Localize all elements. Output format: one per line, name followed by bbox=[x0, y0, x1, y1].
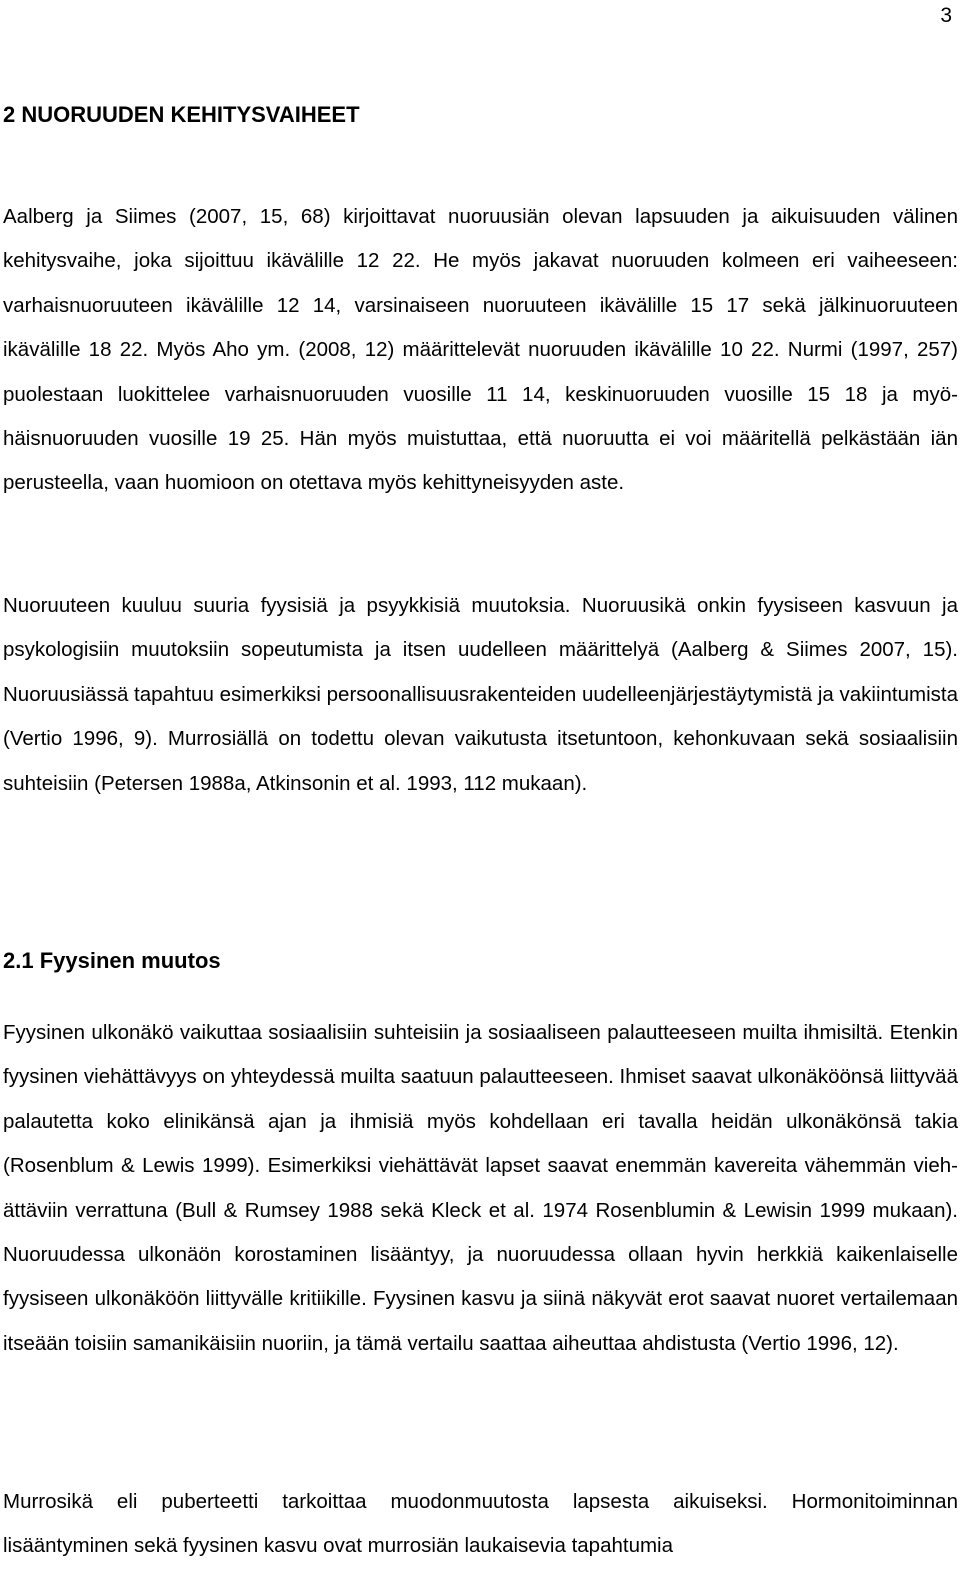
paragraph-3: Fyysinen ulkonäkö vaikuttaa sosiaalisiin suhteisiin ja sosiaaliseen palautteeseen muilta ihmisiltä. Etenkin fyysinen viehättävyys on yhteydessä muilta saatuun palautteeseen. Ihmiset saavat ulkonäköönsä liittyvää palautetta koko elinikänsä ajan ja ihmisiä myös kohdellaan eri tavalla heidän ulkonäkönsä takia (Rosenblum & Lewis 1999). Esimerkiksi viehättävät lapset saavat enemmän kavereita vähemmän viehättäviin verrattuna (Bull & Rumsey 1988 sekä Kleck et al. 1974 Rosenblumin & Lewisin 1999 mukaan). Nuoruudessa ulkonäön korostaminen lisääntyy, ja nuoruudessa ollaan hyvin herkkiä kaikenlaiselle fyysiseen ulkonäköön liittyvälle kritiikille. Fyysinen kasvu ja siinä näkyvät erot saavat nuoret vertailemaan itseään toisiin samanikäisiin nuoriin, ja tämä vertailu saattaa aiheuttaa ahdistusta (Vertio 1996, 12). bbox=[3, 1021, 958, 1355]
chapter-heading: 2 NUORUUDEN KEHITYSVAIHEET bbox=[3, 102, 360, 127]
paragraph-4: Murrosikä eli puberteetti tarkoittaa muodonmuutosta lapsesta aikuiseksi. Hormonitoiminnan lisääntyminen sekä fyysinen kasvu ovat murrosiän laukaisevia tapahtumia bbox=[3, 1490, 958, 1558]
paragraph-2: Nuoruuteen kuuluu suuria fyysisiä ja psyykkisiä muutoksia. Nuoruusikä onkin fyysiseen kasvuun ja psykologisiin muutoksiin sopeutumista ja itsen uudelleen määrittelyä (Aalberg & Siimes 2007, 15). Nuoruusiässä tapahtuu esimerkiksi persoonallisuusrakenteiden uudelleenjärjestäytymistä ja vakiintumista (Vertio 1996, 9). Murrosiällä on todettu olevan vaikutusta itsetuntoon, kehonkuvaan sekä sosiaalisiin suhteisiin (Petersen 1988a, Atkinsonin et al. 1993, 112 mukaan). bbox=[3, 594, 958, 795]
section-heading: 2.1 Fyysinen muutos bbox=[3, 948, 221, 973]
paragraph-1: Aalberg ja Siimes (2007, 15, 68) kirjoittavat nuoruusiän olevan lapsuuden ja aikuisuuden välinen kehitysvaihe, joka sijoittuu ikävälille 12 22. He myös jakavat nuoruuden kolmeen eri vaiheeseen: varhaisnuoruuteen ikävälille 12 14, varsinaiseen nuoruuteen ikävälille 15 17 sekä jälkinuoruuteen ikävälille 18 22. Myös Aho ym. (2008, 12) määrittelevät nuoruuden ikävälille 10 22. Nurmi (1997, 257) puolestaan luokittelee varhaisnuoruuden vuosille 11 14, keskinuoruuden vuosille 15 18 ja myöhäisnuoruuden vuosille 19 25. Hän myös muistuttaa, että nuoruutta ei voi määritellä pelkästään iän perusteella, vaan huomioon on otettava myös kehittyneisyyden aste. bbox=[3, 205, 958, 495]
page-number: 3 bbox=[940, 4, 952, 27]
